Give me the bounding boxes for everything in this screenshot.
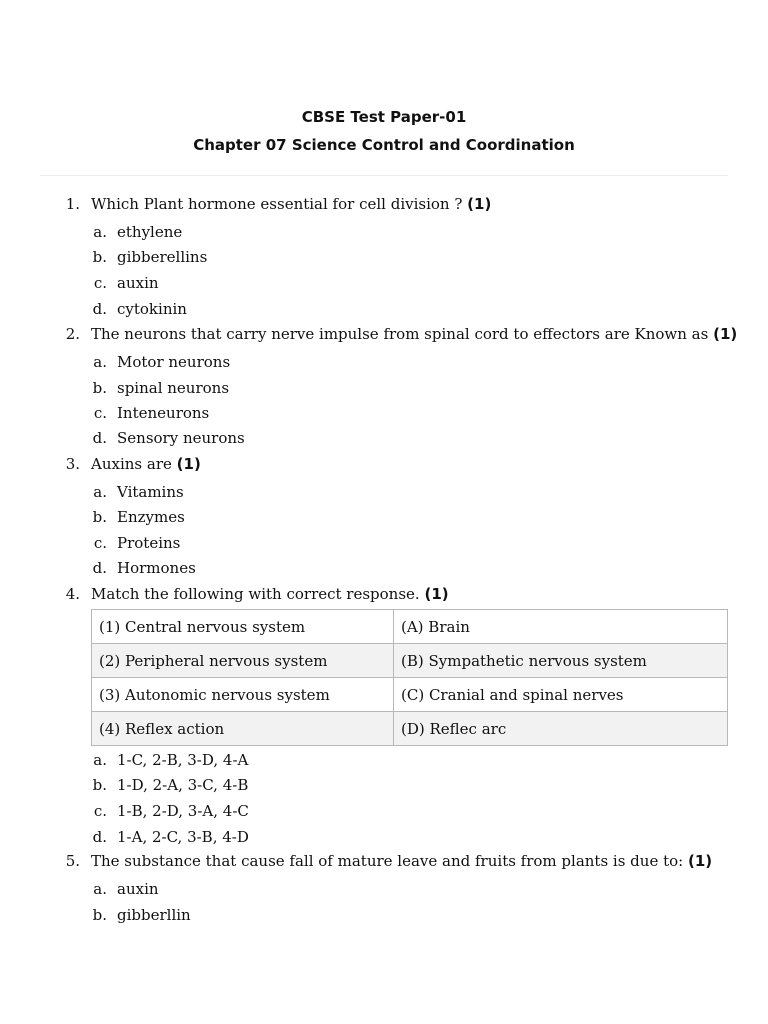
question-marks: (1) <box>467 195 492 213</box>
question-number: 4. <box>65 585 80 603</box>
question-marks: (1) <box>424 585 449 603</box>
question-marks: (1) <box>176 455 201 473</box>
question-number: 1. <box>65 195 80 213</box>
question-number: 2. <box>65 325 80 343</box>
table-cell: (A) Brain <box>394 610 728 644</box>
question-marks: (1) <box>713 325 738 343</box>
table-row <box>92 712 728 746</box>
table-row <box>92 644 728 678</box>
question-text: The neurons that carry nerve impulse from spinal cord to effectors are Known as (1) <box>91 325 738 343</box>
question-marks: (1) <box>688 852 713 870</box>
test-paper-page: CBSE Test Paper-01 Chapter 07 Science Control and Coordination 1. Which Plant hormone essential for cell division ? (1) a. ethylene b. gibberellins c. auxin d. cytokinin 2. The neurons that carry nerve impulse from spinal cord to effectors are Known as (1) a. Motor neurons b. spinal neurons c. Inteneurons d. Sensory neurons 3. Auxins are (1) a. Vitamins b. Enzymes c. Proteins d. Hormones 4. Match the following with correct response. (1) (1) Central nervous system (A) Brain (2) Peripheral nervous system (B) Sympathetic nervous system (3) Autonomic nervous system (C) Cranial and spinal nerves (4) Reflex action (D) Reflec arc a. 1-C, 2-B, 3-D, 4-A b. 1-D, 2-A, 3-C, 4-B c. 1-B, 2-D, 3-A, 4-C d. 1-A, 2-C, 3-B, 4-D 5. The substance that cause fall of mature leave and fruits from plants is due to: (1) a. auxin b. gibberllin <box>0 0 768 1024</box>
header-divider <box>40 175 728 176</box>
table-row <box>92 610 728 644</box>
question-number: 5. <box>65 852 80 870</box>
table-cell: (1) Central nervous system <box>92 610 394 644</box>
question-text: Auxins are (1) <box>91 455 201 473</box>
table-cell: (C) Cranial and spinal nerves <box>394 678 728 712</box>
chapter-title: Chapter 07 Science Control and Coordination <box>193 136 575 154</box>
table-cell: (B) Sympathetic nervous system <box>394 644 728 678</box>
table-cell: (3) Autonomic nervous system <box>92 678 394 712</box>
question-text: Match the following with correct response. (1) <box>91 585 449 603</box>
match-table <box>91 609 728 746</box>
question-text: The substance that cause fall of mature leave and fruits from plants is due to: (1) <box>91 852 713 870</box>
table-cell: (D) Reflec arc <box>394 712 728 746</box>
question-text: Which Plant hormone essential for cell division ? (1) <box>91 195 492 213</box>
question-number: 3. <box>65 455 80 473</box>
paper-title: CBSE Test Paper-01 <box>301 108 467 126</box>
table-row <box>92 678 728 712</box>
table-cell: (2) Peripheral nervous system <box>92 644 394 678</box>
table-cell: (4) Reflex action <box>92 712 394 746</box>
